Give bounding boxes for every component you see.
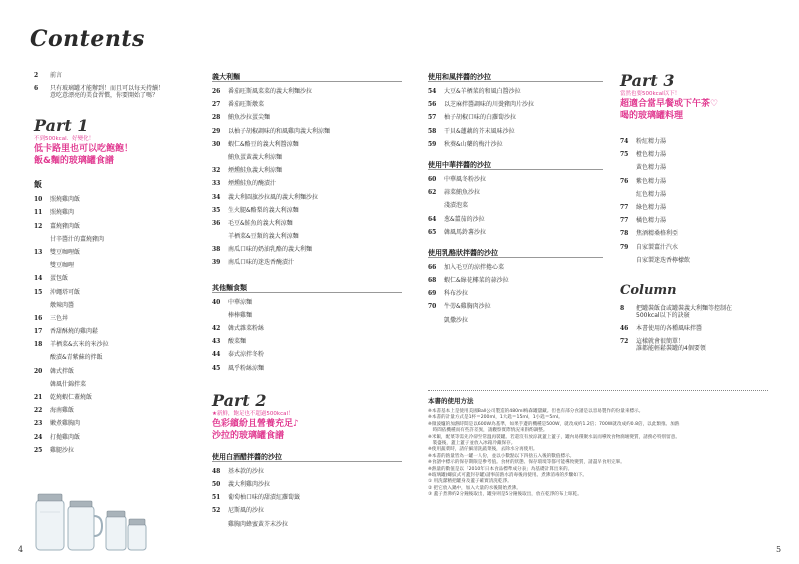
toc-entry-title: 紫色精力湯: [636, 177, 667, 185]
chinese-dressing-heading: 使用中華拌醬的沙拉: [428, 160, 603, 170]
toc-page-number: 29: [212, 127, 221, 135]
usage-line: ① 用洗潔精把罐身及蓋子確實清洗乾淨。: [428, 479, 512, 485]
part1-header: [34, 117, 204, 167]
toc-entry-title: 風乎粉絲涼麵: [228, 364, 265, 372]
toc-entry[interactable]: [620, 191, 785, 204]
toc-page-number: 48: [212, 467, 221, 475]
contents-column-1: [34, 72, 204, 460]
toc-entry[interactable]: [34, 249, 204, 262]
toc-entry[interactable]: [212, 468, 402, 481]
toc-page-number: 79: [620, 243, 629, 251]
toc-entry-title: 尼斯風的沙拉: [228, 507, 265, 515]
toc-entry-title: 橘色精力湯: [636, 217, 667, 225]
toc-entry-title: 薑燒豬肉飯: [50, 222, 81, 230]
japanese-dressing-heading: 使用和風拌醬的沙拉: [428, 72, 603, 82]
toc-entry[interactable]: [212, 141, 402, 154]
part1-title: Part 1: [34, 116, 89, 136]
usage-line: ※玻璃罐(螺紋式可蓋封存罐)請事前熱水消毒後再使用。煮沸消毒的步驟如下。: [428, 473, 588, 479]
toc-entry[interactable]: [428, 128, 603, 141]
toc-entry[interactable]: [212, 167, 402, 180]
toc-page-number: 76: [620, 177, 629, 185]
toc-entry[interactable]: [428, 317, 603, 330]
toc-page-number: 45: [212, 364, 221, 372]
contents-column-2: [212, 72, 402, 534]
toc-entry-title: 義大利圓旗沙拉風的義大利麵沙拉: [228, 193, 319, 201]
part3-header: [620, 72, 785, 122]
toc-entry[interactable]: [212, 299, 402, 312]
toc-entry[interactable]: [34, 262, 204, 275]
toc-page-number: 26: [212, 88, 221, 95]
part2-list: [212, 468, 402, 534]
toc-entry[interactable]: [212, 507, 402, 520]
toc-entry-title: 照燒雞肉: [50, 209, 75, 217]
toc-page-number: 25: [34, 446, 43, 454]
jar-icon: [128, 519, 146, 550]
toc-page-number: 38: [212, 246, 221, 254]
toc-page-number: 46: [620, 324, 629, 332]
toc-entry[interactable]: [620, 325, 785, 338]
toc-entry[interactable]: [212, 325, 402, 338]
usage-notes: [428, 396, 773, 499]
toc-page-number: 44: [212, 351, 221, 359]
toc-entry-title: 打拋雞肉飯: [50, 433, 81, 441]
toc-page-number: 8: [620, 304, 625, 312]
toc-entry-title: 海南雞飯: [50, 407, 75, 415]
toc-page-number: 54: [428, 88, 437, 95]
toc-entry[interactable]: [212, 88, 402, 101]
toc-page-number: 35: [212, 206, 221, 214]
part1-subtitle-line2: 飯&麵的玻璃罐食譜: [34, 156, 114, 167]
toc-entry-title: 蝦仁&綠花椰菜的蒜沙拉: [444, 277, 509, 285]
toc-entry-title: 粉紅精力湯: [636, 138, 667, 145]
usage-heading: 本書的使用方法: [428, 397, 474, 405]
part2-subtitle-line1: 色彩繽紛且營養充足♪: [212, 418, 299, 429]
toc-page-number: 56: [428, 101, 437, 109]
toc-entry-title: 煙燻鮭魚義大利涼麵: [228, 167, 283, 175]
toc-page-number: 30: [212, 140, 221, 148]
toc-entry[interactable]: [212, 220, 402, 233]
toc-entry-title: 葡萄柚口味的甜漬紅蘿蔔籤: [228, 494, 301, 502]
toc-entry-title: 把罐裝飯食或罐裝義大利麵等控制在 500kcal以下的訣竅: [636, 304, 733, 319]
toc-entry[interactable]: [620, 305, 785, 325]
part3-list: [620, 138, 785, 270]
toc-entry-title: 酸菜麵: [228, 338, 247, 346]
toc-page-number: 27: [212, 101, 221, 109]
contents-column-4: [620, 72, 785, 358]
toc-entry-title: 雞胸肉蜂蜜黃芥末沙拉: [228, 520, 289, 528]
toc-entry-title: 酸漬&青紫蘇的拌飯: [50, 354, 103, 362]
toc-entry[interactable]: [34, 368, 204, 381]
dotted-divider: [428, 390, 768, 391]
part2-header: [212, 392, 402, 442]
toc-entry[interactable]: [620, 164, 785, 177]
category-rice: 飯: [34, 180, 42, 190]
toc-entry-title: 這樣就會很簡單！ 誰都能輕鬆裝罐的4個要領: [636, 338, 706, 353]
toc-entry[interactable]: [34, 434, 204, 447]
toc-entry-title: 本書使用的各種風味拌醬: [636, 324, 703, 332]
toc-entry[interactable]: [34, 223, 204, 236]
toc-page-number: 28: [212, 114, 221, 122]
toc-entry[interactable]: [428, 290, 603, 303]
toc-entry-title: 羊栖菜&玄米的米沙拉: [50, 341, 109, 349]
toc-entry-title: 以柚子胡椒調味的和風雞肉義大利涼麵: [228, 127, 331, 135]
japanese-dressing-list: [428, 88, 603, 154]
contents-title: Contents: [30, 26, 145, 52]
usage-line: ※米飯，配菜等需先冷卻至常溫再裝罐。若還沒有放涼就蓋上蓋子，罐內易積聚水氣而導致食物腐壞變質，請務必特別留意。: [428, 434, 680, 440]
toc-page-number: 22: [34, 407, 43, 415]
toc-page-number: 52: [212, 507, 221, 515]
cheese-dressing-list: [428, 264, 603, 330]
toc-entry-title: 基本款的沙拉: [228, 467, 265, 475]
toc-entry-title: 加入毛豆的涼拌捲心菜: [444, 263, 505, 271]
usage-line: ② 把它放入鍋中，加入大量的水後開始煮沸。: [428, 485, 521, 491]
toc-page-number: 6: [34, 85, 39, 93]
part3-subtitle-line1: 超適合當早餐或下午茶♡: [620, 99, 719, 109]
toc-entry[interactable]: [34, 209, 204, 222]
toc-page-number: 59: [428, 140, 437, 148]
part3-title: Part 3: [620, 71, 675, 90]
toc-page-number: 16: [34, 314, 43, 322]
toc-entry[interactable]: [428, 264, 603, 277]
toc-page-number: 77: [620, 203, 629, 211]
part2-subtitle-line2: 沙拉的玻璃罐食譜: [212, 430, 285, 441]
toc-page-number: 66: [428, 263, 437, 271]
toc-entry-title: 毛豆&鮭魚的義大利涼麵: [228, 219, 293, 227]
toc-page-number: 50: [212, 480, 221, 488]
toc-entry[interactable]: [428, 229, 603, 242]
toc-entry-title: 干貝&蓮藕的芥末風味沙拉: [444, 127, 515, 135]
toc-entry[interactable]: [34, 447, 204, 460]
toc-page-number: 40: [212, 298, 221, 306]
toc-entry[interactable]: [212, 154, 402, 167]
toc-entry[interactable]: [212, 128, 402, 141]
toc-entry[interactable]: [212, 521, 402, 534]
toc-page-number: 65: [428, 228, 437, 236]
toc-page-number: 72: [620, 338, 629, 346]
toc-entry-title: 韓風什錦拌菜: [50, 380, 87, 388]
left-page-number: 4: [18, 545, 24, 554]
usage-line: ※使用蔬菜時，請仔細清洗蔬菜後，去除水分再使用。: [428, 447, 538, 453]
toc-page-number: 36: [212, 219, 221, 227]
cheese-dressing-heading: 使用乳酪狀拌醬的沙拉: [428, 248, 603, 258]
usage-line: ③ 蓋子煮沸約2分鐘後取出，罐身則是5分鐘後取出，放在乾淨的布上晾乾。: [428, 492, 582, 498]
toc-page-number: 20: [34, 367, 43, 375]
toc-entry-title: 紅色精力湯: [636, 190, 667, 198]
toc-entry[interactable]: [34, 394, 204, 407]
toc-entry-title: 科布沙拉: [444, 290, 469, 298]
toc-entry-title: 沖繩塔可飯: [50, 288, 81, 296]
toc-page-number: 57: [428, 114, 437, 122]
toc-page-number: 77: [620, 217, 629, 225]
toc-entry[interactable]: [34, 85, 204, 105]
toc-page-number: 64: [428, 215, 437, 223]
toc-entry-title: 秋葵&山藥的梅汁沙拉: [444, 140, 503, 148]
toc-entry-title: 綠色精力湯: [636, 203, 667, 211]
toc-entry[interactable]: [34, 72, 204, 85]
toc-entry-title: 前言: [50, 72, 63, 79]
toc-entry-title: 南瓜口味的迷迭香醃漬汁: [228, 259, 295, 267]
toc-entry[interactable]: [212, 207, 402, 220]
toc-page-number: 68: [428, 277, 437, 285]
toc-entry[interactable]: [34, 341, 204, 354]
toc-entry[interactable]: [212, 338, 402, 351]
toc-entry-title: 雙豆咖哩: [50, 262, 75, 270]
jar-icon: [106, 511, 126, 550]
mason-jars-illustration: [32, 486, 152, 552]
toc-page-number: 69: [428, 290, 437, 298]
contents-column-3: [428, 72, 603, 330]
toc-entry[interactable]: [34, 407, 204, 420]
toc-entry-title: 自家製迷迭香檸檬飲: [636, 256, 691, 264]
toc-entry[interactable]: [34, 289, 204, 302]
toc-entry-title: 黃色精力湯: [636, 164, 667, 172]
toc-entry[interactable]: [212, 233, 402, 246]
toc-page-number: 58: [428, 127, 437, 135]
toc-entry-title: 焦酒精桑格利亞: [636, 230, 679, 238]
toc-entry-title: 羊栖菜&豆類的義大利涼麵: [228, 233, 299, 241]
toc-entry-title: 自家製薑汁汽水: [636, 243, 679, 251]
toc-entry[interactable]: [212, 180, 402, 193]
toc-entry[interactable]: [428, 101, 603, 114]
toc-entry[interactable]: [212, 365, 402, 378]
part1-list: [34, 196, 204, 460]
toc-entry[interactable]: [34, 354, 204, 367]
part1-tag: 不到500kcal．好變化！: [34, 136, 95, 143]
toc-entry[interactable]: [34, 275, 204, 288]
toc-entry-title: 大豆&羊栖菜的和風白醬沙拉: [444, 88, 521, 95]
toc-page-number: 62: [428, 189, 437, 197]
jar-icon: [36, 494, 64, 550]
part2-title: Part 2: [212, 390, 267, 410]
toc-entry-title: 義大利雞肉沙拉: [228, 480, 271, 488]
part1-subtitle-line1: 低卡路里也可以吃飽飽！: [34, 144, 134, 155]
toc-entry-title: 淺漬泡菜: [444, 202, 469, 210]
toc-entry[interactable]: [620, 244, 785, 257]
toc-entry-title: 嫩煮雞胸肉: [50, 420, 81, 428]
toc-entry-title: 鮪魚沙拉蛋尖麵: [228, 114, 271, 122]
toc-entry-title: 以芝麻拌醬調味的川燙豬肉片沙拉: [444, 101, 535, 109]
mug-jar-icon: [68, 501, 102, 550]
toc-page-number: 70: [428, 303, 437, 311]
toc-entry[interactable]: [34, 315, 204, 328]
toc-entry-title: 韓風馬鈴薯沙拉: [444, 228, 487, 236]
toc-entry[interactable]: [212, 194, 402, 207]
toc-page-number: 51: [212, 494, 221, 502]
toc-entry-title: 雙豆咖哩飯: [50, 248, 81, 256]
column-title: Column: [620, 282, 677, 298]
toc-entry[interactable]: [34, 236, 204, 249]
usage-line: ※本書的計量方式是1杯＝200ml，1大匙＝15ml，1小匙＝5ml。: [428, 415, 563, 421]
toc-entry[interactable]: [428, 189, 603, 202]
part2-section-heading: 使用白酒醋拌醬的沙拉: [212, 452, 402, 462]
toc-entry[interactable]: [428, 141, 603, 154]
toc-page-number: 14: [34, 275, 43, 283]
toc-entry[interactable]: [212, 246, 402, 259]
toc-entry-title: 蛋包飯: [50, 275, 69, 283]
toc-page-number: 42: [212, 325, 221, 332]
toc-entry-title: 燉辣肉醬: [50, 301, 75, 309]
pasta-heading: 義大利麵: [212, 72, 402, 82]
toc-page-number: 2: [34, 72, 39, 79]
toc-entry[interactable]: [212, 259, 402, 272]
other-noodles-heading: 其他麵食類: [212, 283, 402, 293]
toc-page-number: 43: [212, 338, 221, 346]
toc-entry-title: 照燒雞肉飯: [50, 196, 81, 204]
toc-entry-title: 蝦仁&酪豆的義大利醬涼麵: [228, 140, 299, 148]
other-noodles-list: [212, 299, 402, 378]
toc-entry-title: 凱撒沙拉: [444, 316, 469, 324]
toc-page-number: 11: [34, 209, 43, 217]
toc-entry-title: 橙色精力湯: [636, 151, 667, 159]
toc-entry[interactable]: [428, 202, 603, 215]
usage-lines: [428, 409, 773, 499]
toc-entry-title: 番茄旺斯燉菜: [228, 101, 265, 109]
toc-entry-title: 葱&薑茄的沙拉: [444, 215, 485, 223]
toc-page-number: 34: [212, 193, 221, 201]
toc-entry[interactable]: [620, 338, 785, 358]
usage-line: 裝盛後，蓋上蓋子並放入冰箱冷藏保存。: [428, 441, 516, 447]
toc-page-number: 18: [34, 341, 43, 349]
toc-entry-title: 棒棒雞麵: [228, 311, 253, 319]
toc-page-number: 21: [34, 394, 43, 401]
toc-page-number: 32: [212, 167, 221, 175]
toc-entry[interactable]: [620, 257, 785, 270]
toc-entry-title: 泰式涼拌冬粉: [228, 351, 265, 359]
toc-page-number: 78: [620, 230, 629, 238]
usage-line: ※本書的熱量皆為一罐一人份，並以小數點以下四捨五入後的數值標示。: [428, 453, 575, 459]
toc-page-number: 15: [34, 288, 43, 296]
toc-page-number: 24: [34, 433, 43, 441]
toc-entry[interactable]: [212, 351, 402, 364]
toc-entry[interactable]: [620, 217, 785, 230]
toc-entry[interactable]: [212, 114, 402, 127]
toc-page-number: 12: [34, 222, 43, 230]
toc-entry[interactable]: [620, 204, 785, 217]
toc-entry-title: 生火腿&酪梨的義大利涼麵: [228, 206, 299, 214]
toc-entry-title: 牛蒡&雞胸肉沙拉: [444, 303, 491, 311]
part3-tag: 當然也要500kcal以下！: [620, 91, 681, 97]
toc-entry-title: 鮪魚蛋黃義大利涼麵: [228, 153, 283, 161]
toc-entry[interactable]: [212, 101, 402, 114]
toc-entry-title: 雞腿沙拉: [50, 446, 75, 454]
toc-entry[interactable]: [34, 420, 204, 433]
toc-entry[interactable]: [620, 138, 785, 151]
toc-entry-title: 蒜菜鮪魚沙拉: [444, 189, 481, 197]
toc-entry-title: 韓式雜菜粉絲: [228, 325, 265, 332]
toc-entry-title: 只有玻璃罐才能辦到！而且可以每天持續！ 意吃意漂亮的美食習慣，你要開始了嗎？: [50, 85, 165, 100]
toc-entry-title: 乾燒蝦仁蓋燒飯: [50, 394, 93, 401]
toc-entry[interactable]: [34, 196, 204, 209]
toc-entry[interactable]: [212, 494, 402, 507]
toc-entry[interactable]: [34, 381, 204, 394]
right-page-number: 5: [776, 545, 782, 554]
toc-page-number: 13: [34, 248, 43, 256]
toc-entry[interactable]: [620, 151, 785, 164]
toc-entry[interactable]: [212, 481, 402, 494]
usage-line: ※微波爐的加熱時間是以600W為基準，如果手邊的機種是500W，就改成約1.2倍；700W就改成約0.8倍，以此類推。加熱: [428, 421, 680, 427]
toc-entry-title: 三色丼: [50, 314, 69, 322]
toc-entry-title: 番茄旺斯風菜菜的義大利麵沙拉: [228, 88, 313, 95]
toc-entry-title: 中華風冬粉沙拉: [444, 175, 487, 183]
part2-tag: ★新鮮，飽足也不超過500kcal！: [212, 410, 294, 417]
toc-page-number: 75: [620, 151, 629, 159]
toc-page-number: 60: [428, 175, 437, 183]
toc-entry[interactable]: [428, 88, 603, 101]
toc-page-number: 74: [620, 138, 629, 145]
toc-entry[interactable]: [428, 277, 603, 290]
toc-page-number: 23: [34, 420, 43, 428]
usage-line: ※熱量的數值是以「2010年日本食品標準成分表」為基礎計算出來的。: [428, 466, 573, 472]
toc-entry[interactable]: [428, 176, 603, 189]
toc-entry[interactable]: [620, 230, 785, 243]
usage-line: ※本書基本上是使用美國Ball公司製造的480ml梅森罐儲藏。但也有部分食譜是以容易製作的份量來標示。: [428, 409, 644, 414]
toc-page-number: 39: [212, 259, 221, 267]
toc-page-number: 10: [34, 196, 43, 204]
chinese-dressing-list: [428, 176, 603, 242]
usage-line: ※食譜中標示的保存期限是參考值。食材的狀態、保存環境等都可能導致變質，請盡早食用完畢。: [428, 460, 625, 466]
toc-entry[interactable]: [620, 178, 785, 191]
part3-subtitle-line2: 喝的玻璃罐料理: [620, 111, 684, 121]
toc-entry-title: 柚子胡椒口味的白蘿蔔沙拉: [444, 114, 517, 122]
toc-entry[interactable]: [212, 312, 402, 325]
toc-page-number: 17: [34, 328, 43, 336]
toc-entry-title: 香甜酥燒的雞肉鬆: [50, 328, 99, 336]
toc-entry[interactable]: [428, 303, 603, 316]
usage-line: 時間依機種而有些許差異，請觀察實際情況來斟酌調整。: [428, 428, 548, 434]
toc-entry-title: 南瓜口味的奶油乳酪的義大利麵: [228, 246, 313, 254]
toc-entry-title: 中華涼麵: [228, 298, 253, 306]
toc-entry[interactable]: [34, 328, 204, 341]
toc-entry[interactable]: [34, 302, 204, 315]
toc-entry[interactable]: [428, 114, 603, 127]
column-list: [620, 305, 785, 358]
toc-entry-title: 甘辛醬汁的薑燒豬肉: [50, 235, 105, 243]
toc-entry[interactable]: [428, 216, 603, 229]
toc-entry-title: 煙燻鮭魚的醃漬汁: [228, 180, 277, 188]
pasta-list: [212, 88, 402, 273]
toc-entry-title: 韓式拌飯: [50, 367, 75, 375]
toc-page-number: 33: [212, 180, 221, 188]
